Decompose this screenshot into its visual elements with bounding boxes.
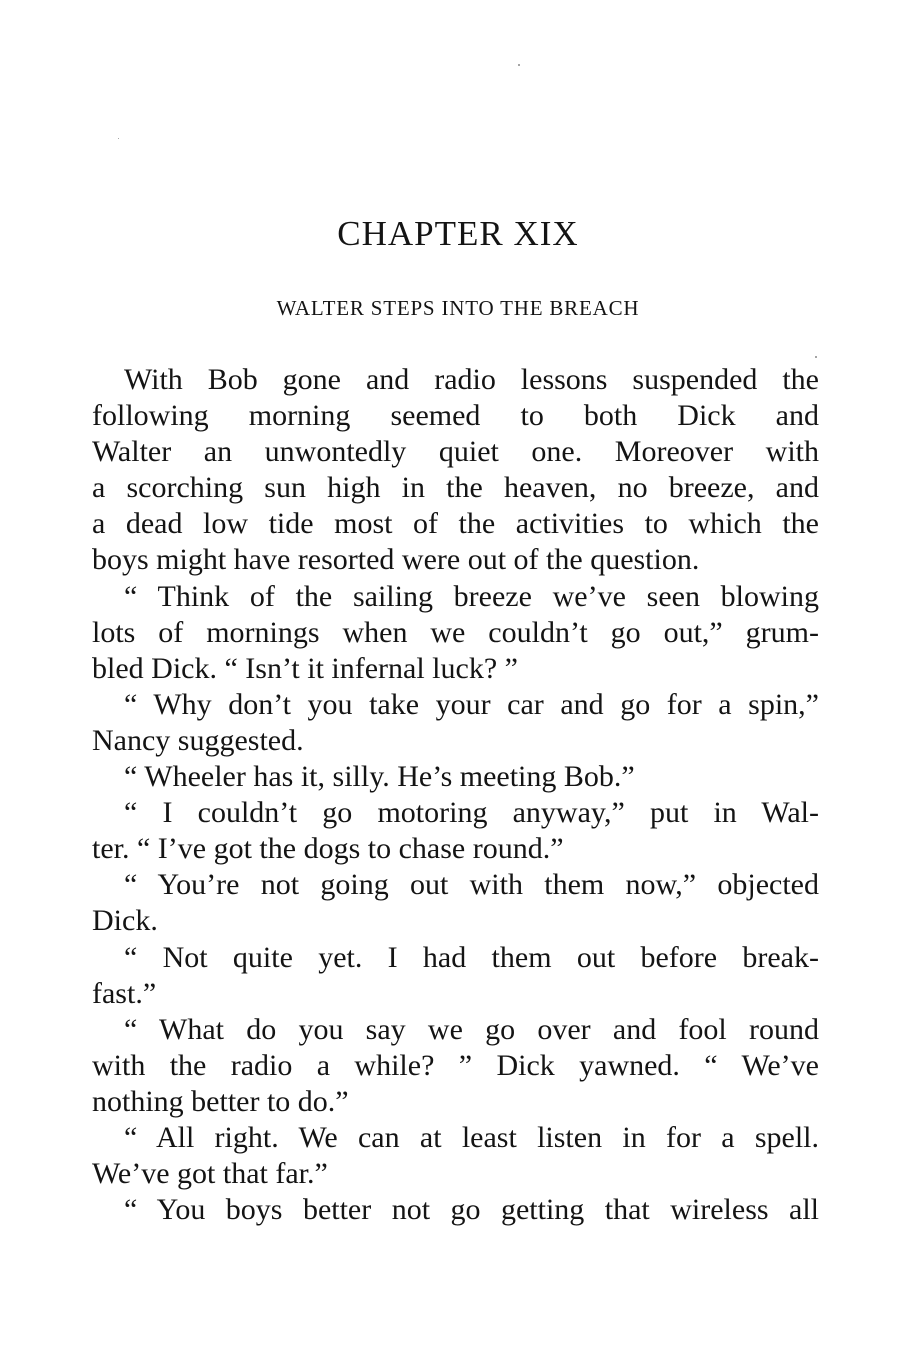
- text-line: lots of mornings when we couldn’t go out,” grum-: [92, 615, 819, 649]
- text-line: boys might have resorted were out of the question.: [92, 543, 700, 577]
- text-line: “ Think of the sailing breeze we’ve seen blowing: [124, 579, 819, 613]
- paper-speck: [815, 356, 817, 358]
- text-line: a dead low tide most of the activities to which the: [92, 507, 819, 541]
- text-line: “ I couldn’t go motoring anyway,” put in Wal-: [124, 796, 819, 830]
- text-line: nothing better to do.”: [92, 1084, 349, 1118]
- body-text: [92, 362, 819, 1228]
- paper-speck: [118, 138, 119, 139]
- text-line: “ What do you say we go over and fool round: [124, 1012, 819, 1046]
- text-line: fast.”: [92, 976, 157, 1010]
- text-line: following morning seemed to both Dick and: [92, 399, 819, 433]
- text-line: “ Wheeler has it, silly. He’s meeting Bob.”: [124, 760, 635, 794]
- text-line: with the radio a while? ” Dick yawned. “ We’ve: [92, 1048, 819, 1082]
- chapter-title: CHAPTER XIX: [337, 214, 579, 253]
- text-line: With Bob gone and radio lessons suspended the: [124, 363, 819, 396]
- text-line: Nancy suggested.: [92, 723, 304, 757]
- chapter-subtitle: WALTER STEPS INTO THE BREACH: [276, 296, 640, 320]
- text-line: “ All right. We can at least listen in for a spell.: [124, 1120, 819, 1154]
- text-line: “ Why don’t you take your car and go for a spin,”: [124, 687, 819, 721]
- paper-speck: [518, 64, 520, 66]
- text-line: Walter an unwontedly quiet one. Moreover with: [92, 435, 819, 469]
- text-line: “ Not quite yet. I had them out before break-: [124, 940, 819, 974]
- text-line: “ You’re not going out with them now,” objected: [124, 868, 819, 902]
- text-line: Dick.: [92, 904, 158, 938]
- text-line: “ You boys better not go getting that wireless all: [124, 1193, 819, 1227]
- text-line: We’ve got that far.”: [92, 1157, 328, 1191]
- text-line: bled Dick. “ Isn’t it infernal luck? ”: [92, 651, 518, 685]
- text-line: ter. “ I’ve got the dogs to chase round.”: [92, 832, 564, 866]
- text-line: a scorching sun high in the heaven, no breeze, and: [92, 471, 819, 505]
